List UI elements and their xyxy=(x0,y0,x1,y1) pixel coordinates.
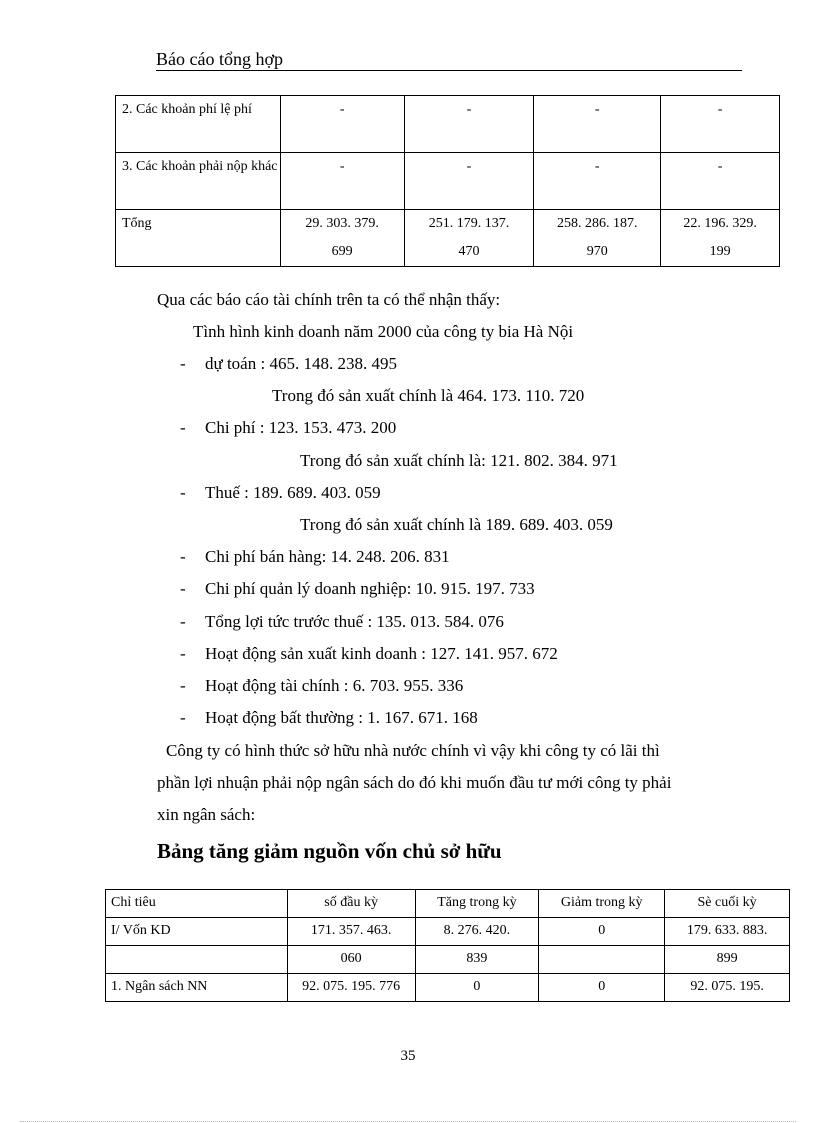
cell: 0 xyxy=(415,974,539,1002)
list-subitem: Trong đó sản xuất chính là 464. 173. 110. 720 xyxy=(272,386,585,405)
cell: - xyxy=(404,96,534,153)
cell: 92. 075. 195. 776 xyxy=(287,974,415,1002)
table-row xyxy=(106,918,790,946)
table-row xyxy=(116,153,780,210)
cell: 171. 357. 463. xyxy=(287,918,415,946)
cell: 22. 196. 329. 199 xyxy=(661,210,780,267)
bullet-mark: - xyxy=(180,354,186,373)
column-header: Tăng trong kỳ xyxy=(415,890,539,918)
list-item: Chi phí bán hàng: 14. 248. 206. 831 xyxy=(205,547,450,566)
list-subitem: Trong đó sản xuất chính là: 121. 802. 384. 971 xyxy=(300,451,618,470)
tax-table xyxy=(115,95,780,267)
column-header: số đầu kỳ xyxy=(287,890,415,918)
page-number: 35 xyxy=(400,1048,416,1064)
page-edge-divider xyxy=(20,1121,796,1122)
list-item: Hoạt động tài chính : 6. 703. 955. 336 xyxy=(205,676,464,695)
row-label: Tổng xyxy=(116,210,281,267)
cell: - xyxy=(534,153,661,210)
cell: - xyxy=(534,96,661,153)
cell: 0 xyxy=(539,974,665,1002)
cell: 1. Ngân sách NN xyxy=(106,974,288,1002)
running-header: Báo cáo tổng hợp xyxy=(156,48,742,71)
cell: 0 xyxy=(539,918,665,946)
capital-table xyxy=(105,889,790,1002)
bullet-mark: - xyxy=(180,612,186,631)
cell: 839 xyxy=(415,946,539,974)
cell: 8. 276. 420. xyxy=(415,918,539,946)
table-header-row xyxy=(106,890,790,918)
bullet-mark: - xyxy=(180,483,186,502)
row-label: 2. Các khoản phí lệ phí xyxy=(116,96,281,153)
row-label: 3. Các khoản phải nộp khác xyxy=(116,153,281,210)
table-row-total xyxy=(116,210,780,267)
cell: 29. 303. 379. 699 xyxy=(280,210,404,267)
table-row xyxy=(106,974,790,1002)
bullet-mark: - xyxy=(180,547,186,566)
bullet-mark: - xyxy=(180,708,186,727)
bullet-mark: - xyxy=(180,644,186,663)
list-item: Hoạt động bất thường : 1. 167. 671. 168 xyxy=(205,708,478,727)
section-title: Bảng tăng giảm nguồn vốn chủ sở hữu xyxy=(157,839,502,863)
list-item: Thuế : 189. 689. 403. 059 xyxy=(205,483,381,502)
cell: 060 xyxy=(287,946,415,974)
bullet-mark: - xyxy=(180,676,186,695)
bullet-mark: - xyxy=(180,418,186,437)
table-row xyxy=(106,946,790,974)
column-header: Giảm trong kỳ xyxy=(539,890,665,918)
paragraph-line: xin ngân sách: xyxy=(157,805,256,824)
paragraph-line: phần lợi nhuận phải nộp ngân sách do đó khi muốn đầu tư mới công ty phải xyxy=(157,773,672,792)
paragraph-line: Công ty có hình thức sở hữu nhà nước chính vì vậy khi công ty có lãi thì xyxy=(166,741,660,760)
cell: - xyxy=(280,153,404,210)
bullet-mark: - xyxy=(180,579,186,598)
cell: 899 xyxy=(665,946,790,974)
cell: 92. 075. 195. xyxy=(665,974,790,1002)
list-item: dự toán : 465. 148. 238. 495 xyxy=(205,354,397,373)
cell: 251. 179. 137. 470 xyxy=(404,210,534,267)
cell: 179. 633. 883. xyxy=(665,918,790,946)
list-item: Tổng lợi tức trước thuế : 135. 013. 584. 076 xyxy=(205,612,504,631)
list-item: Chi phí : 123. 153. 473. 200 xyxy=(205,418,397,437)
cell: 258. 286. 187. 970 xyxy=(534,210,661,267)
cell: - xyxy=(661,153,780,210)
cell: - xyxy=(280,96,404,153)
cell xyxy=(106,946,288,974)
column-header: Chỉ tiêu xyxy=(106,890,288,918)
cell: - xyxy=(404,153,534,210)
cell xyxy=(539,946,665,974)
table-row xyxy=(116,96,780,153)
intro-text: Qua các báo cáo tài chính trên ta có thể nhận thấy: xyxy=(157,290,501,309)
list-item: Hoạt động sản xuất kinh doanh : 127. 141. 957. 672 xyxy=(205,644,558,663)
cell: I/ Vốn KD xyxy=(106,918,288,946)
column-header: Sè cuối kỳ xyxy=(665,890,790,918)
list-subitem: Trong đó sản xuất chính là 189. 689. 403. 059 xyxy=(300,515,613,534)
situation-text: Tình hình kinh doanh năm 2000 của công ty bia Hà Nội xyxy=(193,322,574,341)
cell: - xyxy=(661,96,780,153)
list-item: Chi phí quản lý doanh nghiệp: 10. 915. 197. 733 xyxy=(205,579,535,598)
